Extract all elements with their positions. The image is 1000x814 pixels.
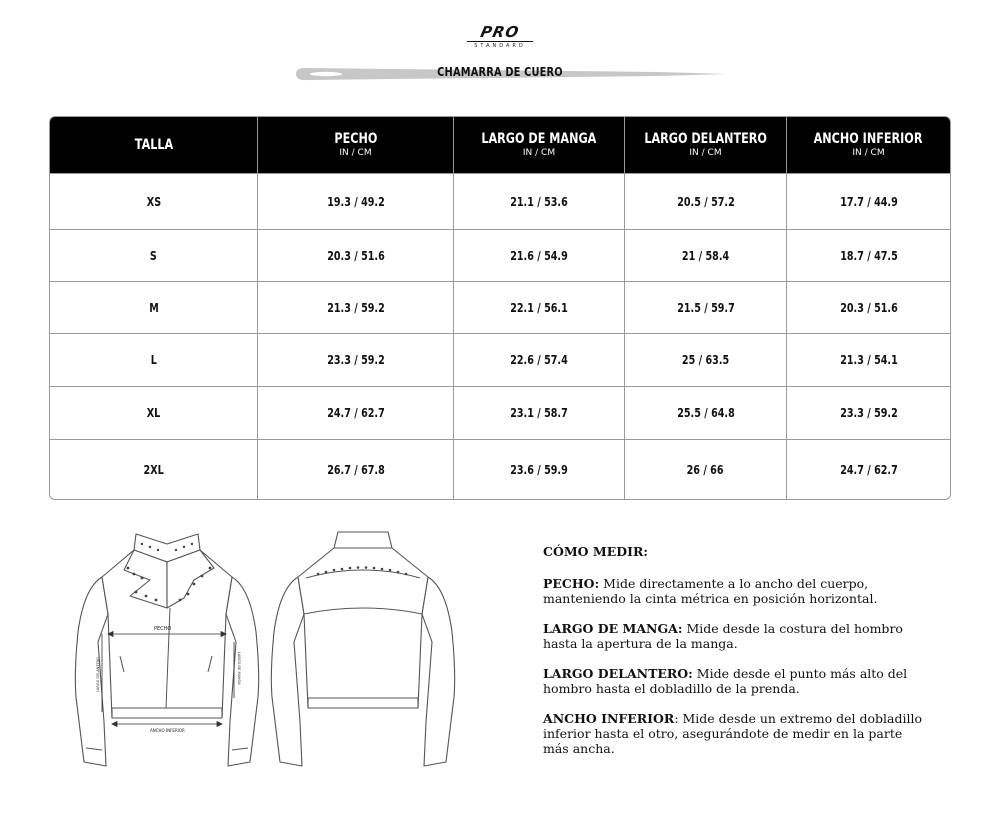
instruction-largo-delantero: LARGO DELANTERO: Mide desde el punto más alto del hombro hasta el dobladillo de la prenda. [543, 666, 908, 696]
size-cell: XL [50, 386, 258, 439]
size-cell: XS [50, 173, 258, 229]
brand-name: PRO [478, 23, 522, 41]
size-cell: L [50, 333, 258, 386]
value-cell: 24.7 / 62.7 [258, 386, 454, 439]
value-cell: 20.3 / 51.6 [258, 229, 454, 281]
value-cell: 22.1 / 56.1 [454, 281, 625, 333]
value-cell: 21.3 / 59.2 [258, 281, 454, 333]
table-row [50, 281, 950, 333]
table-row [50, 173, 950, 229]
table-header-row [50, 117, 950, 173]
header-pecho: PECHO IN / CM [258, 117, 454, 173]
table-row [50, 333, 950, 386]
value-cell: 23.1 / 58.7 [454, 386, 625, 439]
value-cell: 21.6 / 54.9 [454, 229, 625, 281]
value-cell: 21 / 58.4 [625, 229, 787, 281]
size-cell: S [50, 229, 258, 281]
front-length-label: LARGO DELANTERO [96, 657, 100, 692]
bottom-width-label: ANCHO INFERIOR [150, 728, 185, 733]
header-ancho-inferior: ANCHO INFERIOR IN / CM [787, 117, 950, 173]
value-cell: 22.6 / 57.4 [454, 333, 625, 386]
table-row [50, 229, 950, 281]
value-cell: 19.3 / 49.2 [258, 173, 454, 229]
value-cell: 26.7 / 67.8 [258, 439, 454, 499]
value-cell: 20.5 / 57.2 [625, 173, 787, 229]
instruction-largo-manga: LARGO DE MANGA: Mide desde la costura del hombro hasta la apertura de la manga. [543, 621, 903, 651]
value-cell: 21.5 / 59.7 [625, 281, 787, 333]
value-cell: 17.7 / 44.9 [787, 173, 950, 229]
value-cell: 25 / 63.5 [625, 333, 787, 386]
sleeve-length-label: LARGO DE MANGA [237, 652, 241, 685]
value-cell: 26 / 66 [625, 439, 787, 499]
measuring-instructions [543, 544, 928, 771]
value-cell: 25.5 / 64.8 [625, 386, 787, 439]
header-talla: TALLA [50, 117, 258, 173]
table-row [50, 386, 950, 439]
value-cell: 20.3 / 51.6 [787, 281, 950, 333]
instructions-heading: CÓMO MEDIR: [543, 544, 648, 559]
chest-label: PECHO [154, 626, 172, 632]
value-cell: 24.7 / 62.7 [787, 439, 950, 499]
size-cell: 2XL [50, 439, 258, 499]
header-largo-manga: LARGO DE MANGA IN / CM [454, 117, 625, 173]
brand-subtitle: STANDARD [467, 41, 533, 49]
size-chart-table [49, 116, 951, 500]
header-largo-delantero: LARGO DELANTERO IN / CM [625, 117, 787, 173]
jacket-front-illustration [62, 522, 272, 784]
value-cell: 23.6 / 59.9 [454, 439, 625, 499]
jacket-back-illustration [258, 522, 468, 784]
size-cell: M [50, 281, 258, 333]
value-cell: 21.3 / 54.1 [787, 333, 950, 386]
value-cell: 18.7 / 47.5 [787, 229, 950, 281]
table-row [50, 439, 950, 499]
value-cell: 23.3 / 59.2 [258, 333, 454, 386]
brand-logo [465, 24, 535, 54]
page-title: CHAMARRA DE CUERO [437, 65, 563, 79]
instruction-ancho-inferior: ANCHO INFERIOR: Mide desde un extremo del dobladillo inferior hasta el otro, asegurándote de medir en la parte más ancha. [543, 711, 922, 756]
value-cell: 21.1 / 53.6 [454, 173, 625, 229]
instruction-pecho: PECHO: Mide directamente a lo ancho del cuerpo, manteniendo la cinta métrica en posición horizontal. [543, 576, 878, 606]
value-cell: 23.3 / 59.2 [787, 386, 950, 439]
